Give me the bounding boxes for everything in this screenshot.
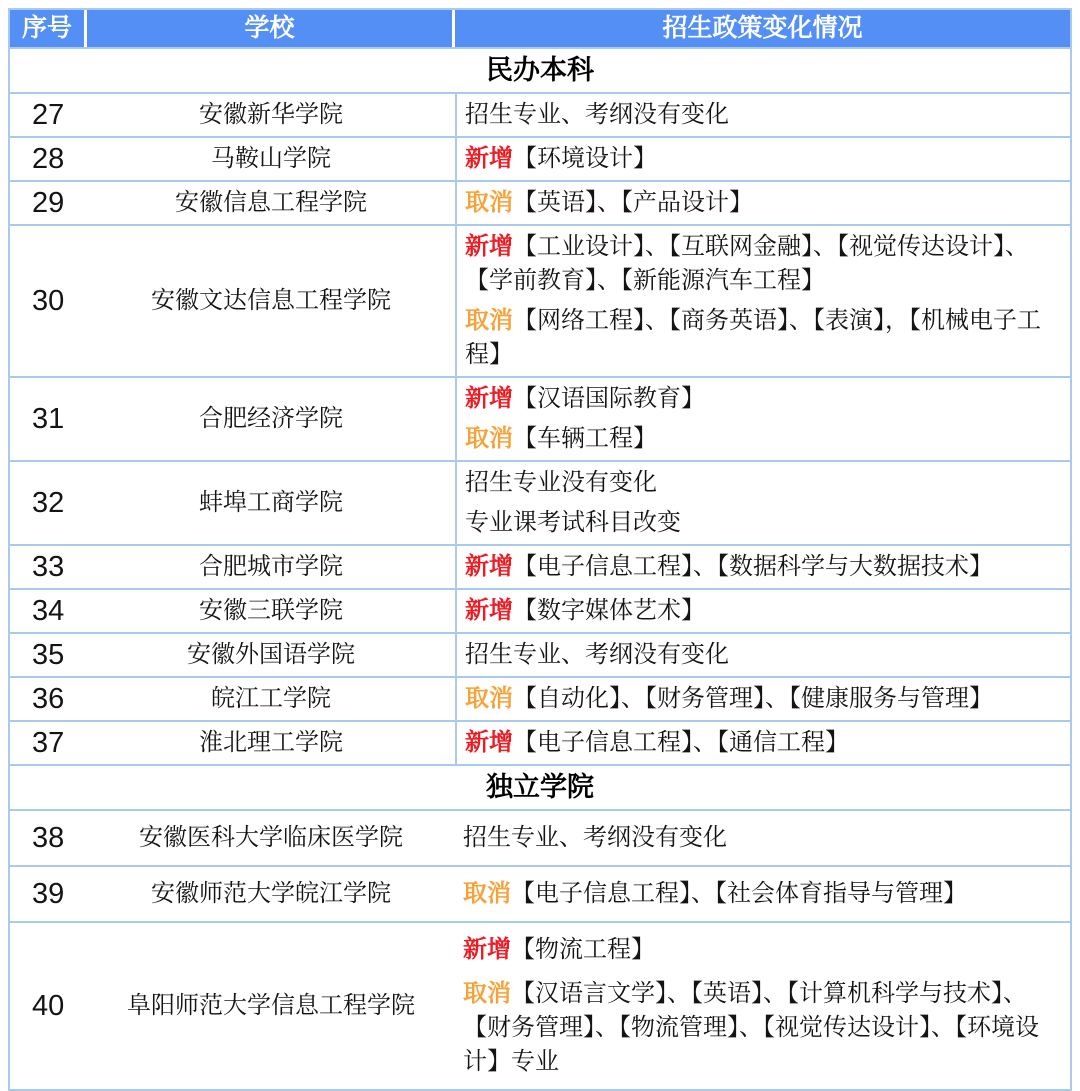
policy-cell	[455, 634, 1070, 676]
policy-paragraph	[465, 230, 1062, 298]
policy-text: 【环境设计】	[513, 145, 657, 172]
new-major-label: 新增	[463, 936, 511, 963]
table-row	[10, 720, 1070, 764]
policy-text: 【网络工程】、【商务英语】、【表演】，【机械电子工程】	[465, 307, 1041, 368]
policy-paragraph	[465, 638, 1062, 672]
school-name: 蚌埠工商学院	[199, 489, 343, 516]
column-header-index: 序号	[10, 10, 87, 47]
new-major-label: 新增	[465, 385, 513, 412]
cancelled-major-label: 取消	[465, 425, 513, 452]
policy-paragraph	[465, 550, 1062, 584]
table-row	[10, 588, 1070, 632]
new-major-label: 新增	[465, 597, 513, 624]
table-row	[10, 921, 1070, 1089]
policy-paragraph	[465, 382, 1062, 416]
section-header-row	[10, 47, 1070, 92]
row-number: 35	[32, 639, 65, 671]
table-row	[10, 136, 1070, 180]
new-major-label: 新增	[465, 233, 513, 260]
column-header-policy: 招生政策变化情况	[455, 10, 1070, 47]
policy-paragraph	[465, 98, 1062, 132]
policy-text: 【车辆工程】	[513, 425, 657, 452]
table-body	[10, 47, 1070, 1089]
school-name: 马鞍山学院	[211, 145, 331, 172]
policy-text: 招生专业、考纲没有变化	[465, 641, 729, 668]
policy-text: 【电子信息工程】、【社会体育指导与管理】	[511, 880, 967, 907]
new-major-label: 新增	[465, 553, 513, 580]
school-name: 安徽信息工程学院	[175, 189, 367, 216]
new-major-label: 新增	[465, 729, 513, 756]
table-row	[10, 865, 1070, 921]
row-number: 31	[32, 403, 65, 435]
school-name: 安徽医科大学临床医学院	[139, 824, 403, 851]
table-header-row	[10, 10, 1070, 47]
table-row	[10, 460, 1070, 544]
row-number: 37	[32, 727, 65, 759]
row-number: 39	[32, 878, 65, 910]
row-number: 36	[32, 683, 65, 715]
cancelled-major-label: 取消	[465, 685, 513, 712]
policy-paragraph	[465, 304, 1062, 372]
policy-paragraph	[463, 977, 1062, 1079]
school-name: 合肥城市学院	[199, 553, 343, 580]
row-number: 38	[32, 822, 65, 854]
policy-table	[8, 8, 1072, 1091]
policy-cell	[455, 462, 1070, 544]
school-name: 皖江工学院	[211, 685, 331, 712]
table-row	[10, 376, 1070, 460]
table-row	[10, 544, 1070, 588]
school-name: 阜阳师范大学信息工程学院	[127, 992, 415, 1019]
policy-text: 招生专业、考纲没有变化	[463, 824, 727, 851]
table-row	[10, 676, 1070, 720]
policy-cell	[455, 722, 1070, 764]
policy-paragraph	[465, 682, 1062, 716]
policy-text: 招生专业没有变化	[465, 469, 657, 496]
policy-paragraph	[463, 877, 1062, 911]
policy-cell	[455, 226, 1070, 376]
row-number: 29	[32, 187, 65, 219]
column-header-school: 学校	[87, 10, 455, 47]
policy-paragraph	[465, 594, 1062, 628]
policy-paragraph	[465, 466, 1062, 500]
school-name: 安徽师范大学皖江学院	[151, 880, 391, 907]
policy-cell	[455, 182, 1070, 224]
policy-text: 【电子信息工程】、【数据科学与大数据技术】	[513, 553, 993, 580]
table-row	[10, 809, 1070, 865]
policy-cell	[455, 138, 1070, 180]
cancelled-major-label: 取消	[463, 880, 511, 907]
policy-paragraph	[465, 726, 1062, 760]
table-row	[10, 632, 1070, 676]
section-title: 民办本科	[486, 55, 594, 85]
policy-cell	[455, 867, 1070, 921]
cancelled-major-label: 取消	[465, 307, 513, 334]
policy-text: 专业课考试科目改变	[465, 509, 681, 536]
policy-cell	[455, 923, 1070, 1089]
cancelled-major-label: 取消	[465, 189, 513, 216]
policy-text: 【工业设计】、【互联网金融】、【视觉传达设计】、【学前教育】、【新能源汽车工程】	[465, 233, 1029, 294]
policy-cell	[455, 678, 1070, 720]
table-row	[10, 224, 1070, 376]
policy-text: 【汉语言文学】、【英语】、【计算机科学与技术】、【财务管理】、【物流管理】、【视觉传达设计】、【环境设计】专业	[463, 980, 1039, 1075]
cancelled-major-label: 取消	[463, 980, 511, 1007]
row-number: 34	[32, 595, 65, 627]
table-row	[10, 92, 1070, 136]
row-number: 30	[32, 285, 65, 317]
row-number: 33	[32, 551, 65, 583]
school-name: 安徽文达信息工程学院	[151, 287, 391, 314]
policy-cell	[455, 811, 1070, 865]
school-name: 安徽外国语学院	[187, 641, 355, 668]
policy-text: 【英语】、【产品设计】	[513, 189, 753, 216]
policy-cell	[455, 378, 1070, 460]
section-title: 独立学院	[486, 772, 594, 802]
new-major-label: 新增	[465, 145, 513, 172]
policy-paragraph	[465, 142, 1062, 176]
row-number: 27	[32, 99, 65, 131]
policy-cell	[455, 590, 1070, 632]
section-header-row	[10, 764, 1070, 809]
table-row	[10, 180, 1070, 224]
row-number: 40	[32, 990, 65, 1022]
school-name: 合肥经济学院	[199, 405, 343, 432]
school-name: 安徽三联学院	[199, 597, 343, 624]
policy-paragraph	[465, 506, 1062, 540]
policy-paragraph	[463, 933, 1062, 967]
row-number: 28	[32, 143, 65, 175]
policy-text: 招生专业、考纲没有变化	[465, 101, 729, 128]
policy-text: 【物流工程】	[511, 936, 655, 963]
policy-text: 【电子信息工程】、【通信工程】	[513, 729, 849, 756]
policy-paragraph	[463, 821, 1062, 855]
policy-text: 【数字媒体艺术】	[513, 597, 705, 624]
policy-text: 【汉语国际教育】	[513, 385, 705, 412]
row-number: 32	[32, 487, 65, 519]
policy-cell	[455, 94, 1070, 136]
policy-cell	[455, 546, 1070, 588]
policy-paragraph	[465, 186, 1062, 220]
school-name: 淮北理工学院	[199, 729, 343, 756]
policy-text: 【自动化】、【财务管理】、【健康服务与管理】	[513, 685, 993, 712]
school-name: 安徽新华学院	[199, 101, 343, 128]
policy-paragraph	[465, 422, 1062, 456]
